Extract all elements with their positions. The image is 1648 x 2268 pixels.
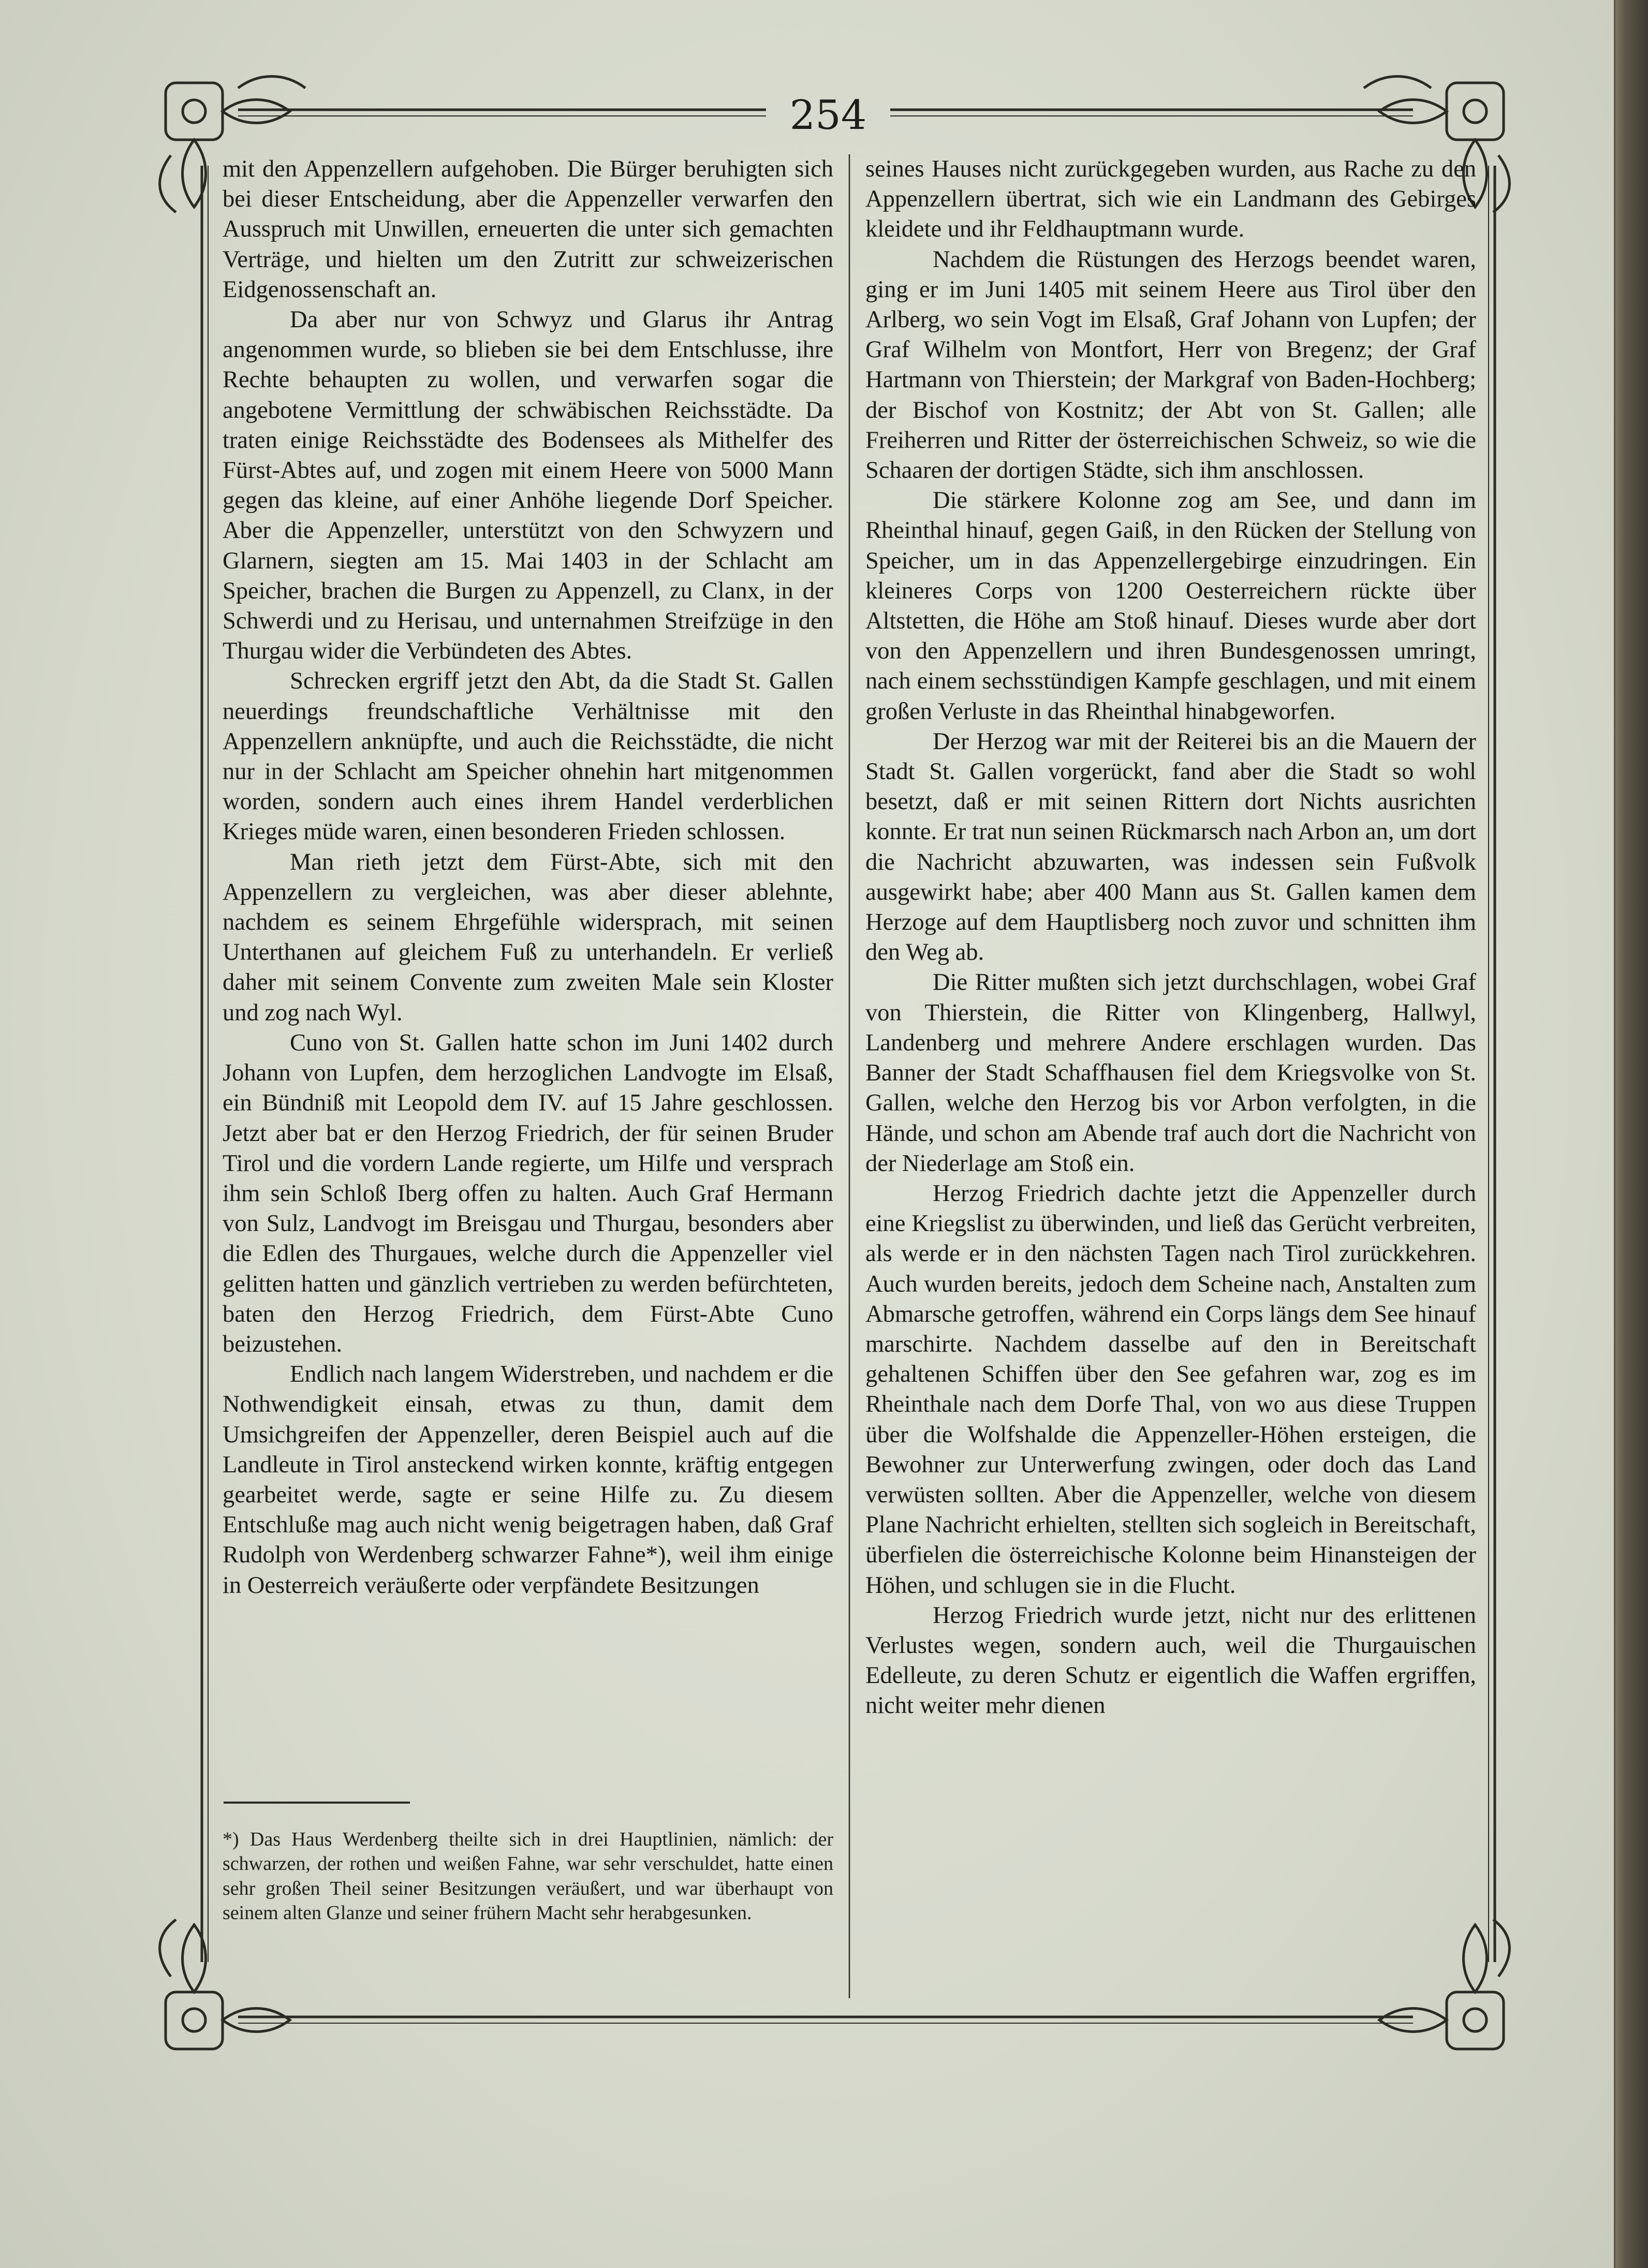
paragraph: mit den Appenzellern aufgehoben. Die Bürger beruhigten sich bei dieser Entscheidung, aber die Appenzeller verwarfen den Ausspruch mit Unwillen, erneuerten die unter sich gemachten Verträge, und hielten um den Zutritt zur schweizerischen Eidgenossenschaft an. xyxy=(223,156,833,303)
paragraph: Die stärkere Kolonne zog am See, und dann im Rheinthal hinauf, gegen Gaiß, in den Rücken der Stellung von Speicher, um in das Appenzellergebirge einzudringen. Ein kleineres Corps von 1200 Oesterreichern rückte über Altstetten, die Höhe am Stoß hinauf. Dieses wurde aber dort von den Appenzellern und ihren Bundesgenossen umringt, nach einem sechsstündigen Kampfe geschlagen, und mit einem großen Verluste in das Rheinthal hinabgeworfen. xyxy=(865,487,1476,725)
right-text-column xyxy=(865,154,1476,1721)
footnote xyxy=(223,1827,833,1925)
footnote-divider xyxy=(224,1802,410,1804)
corner-ornament-bottom-right xyxy=(1379,1920,1509,2049)
paragraph: seines Hauses nicht zurückgegeben wurden, aus Rache zu den Appenzellern übertrat, sich wie ein Landmann des Gebirges kleidete und ihr Feldhauptmann wurde. xyxy=(865,156,1476,243)
paragraph: Endlich nach langem Widerstreben, und nachdem er die Nothwendigkeit einsah, etwas zu thun, damit dem Umsichgreifen der Appenzeller, deren Beispiel auch auf die Landleute in Tirol ansteckend wirken konnte, kräftig entgegen gearbeitet werde, sagte er seine Hilfe zu. Zu diesem Entschluße mag auch nicht wenig beigetragen haben, daß Graf Rudolph von Werdenberg schwarzer Fahne*), weil ihm einige in Oesterreich veräußerte oder verpfändete Besitzungen xyxy=(223,1361,833,1599)
paragraph: Herzog Friedrich dachte jetzt die Appenzeller durch eine Kriegslist zu überwinden, und ließ das Gerücht verbreiten, als werde er in den nächsten Tagen nach Tirol zurückkehren. Auch wurden bereits, jedoch dem Scheine nach, Anstalten zum Abmarsche getroffen, während ein Corps längs dem See hinauf marschirte. Nachdem dasselbe auf den in Bereitschaft gehaltenen Schiffen über den See gefahren war, zog es im Rheinthale nach dem Dorfe Thal, von wo aus diese Truppen über die Wolfshalde die Appenzeller-Höhen ersteigen, die Bewohner zur Unterwerfung zwingen, oder doch das Land verwüsten sollten. Aber die Appenzeller, welche von diesem Plane Nachricht erhielten, stellten sich sogleich in Bereitschaft, überfielen die österreichische Kolonne beim Hinansteigen der Höhen, und schlugen sie in die Flucht. xyxy=(865,1180,1476,1599)
paragraph: Nachdem die Rüstungen des Herzogs beendet waren, ging er im Juni 1405 mit seinem Heere aus Tirol über den Arlberg, wo sein Vogt im Elsaß, Graf Johann von Lupfen; der Graf Wilhelm von Montfort, Herr von Bregenz; der Graf Hartmann von Thierstein; der Markgraf von Baden-Hochberg; der Bischof von Kostnitz; der Abt von St. Gallen; alle Freiherren und Ritter der österreichischen Schweiz, so wie die Schaaren der dortigen Städte, sich ihm anschlossen. xyxy=(865,246,1476,484)
book-spine-edge xyxy=(1610,0,1648,2268)
paragraph: Der Herzog war mit der Reiterei bis an die Mauern der Stadt St. Gallen vorgerückt, fand aber die Stadt so wohl besetzt, daß er mit seinen Rittern dort Nichts ausrichten konnte. Er trat nun seinen Rückmarsch nach Arbon an, um dort die Nachricht abzuwarten, was indessen sein Fußvolk ausgewirkt habe; aber 400 Mann aus St. Gallen kamen dem Herzoge auf dem Hauptlisberg noch zuvor und schnitten ihm den Weg ab. xyxy=(865,728,1476,966)
paragraph: Herzog Friedrich wurde jetzt, nicht nur des erlittenen Verlustes wegen, sondern auch, weil die Thurgauischen Edelleute, zu deren Schutz er eigentlich die Waffen ergriffen, nicht weiter mehr dienen xyxy=(865,1602,1476,1719)
paragraph: Cuno von St. Gallen hatte schon im Juni 1402 durch Johann von Lupfen, dem herzoglichen Landvogte im Elsaß, ein Bündniß mit Leopold dem IV. auf 15 Jahre geschlossen. Jetzt aber bat er den Herzog Friedrich, der für seinen Bruder Tirol und die vordern Lande regierte, um Hilfe und versprach ihm sein Schloß Iberg offen zu halten. Auch Graf Hermann von Sulz, Landvogt im Breisgau und Thurgau, besonders aber die Edlen des Thurgaues, welche durch die Appenzeller viel gelitten hatten und gänzlich vertrieben zu werden befürchteten, baten den Herzog Friedrich, dem Fürst-Abte Cuno beizustehen. xyxy=(223,1029,833,1357)
paragraph: Schrecken ergriff jetzt den Abt, da die Stadt St. Gallen neuerdings freundschaftliche Verhältnisse mit den Appenzellern anknüpfte, und auch die Reichsstädte, die nicht nur in der Schlacht am Speicher ohnehin hart mitgenommen worden, sondern auch eines ihrem Handel verderblichen Krieges müde waren, einen besonderen Frieden schlossen. xyxy=(223,668,833,845)
paragraph: Die Ritter mußten sich jetzt durchschlagen, wobei Graf von Thierstein, die Ritter von Klingenberg, Hallwyl, Landenberg und mehrere Andere erschlagen wurden. Das Banner der Stadt Schaffhausen fiel dem Kriegsvolke von St. Gallen, welche den Herzog bis vor Arbon verfolgten, in die Hände, und schon am Abende traf auch dort die Nachricht von der Niederlage am Stoß ein. xyxy=(865,969,1476,1177)
paragraph: Da aber nur von Schwyz und Glarus ihr Antrag angenommen wurde, so blieben sie bei dem Entschlusse, ihre Rechte behaupten zu wollen, und verwarfen sogar die angebotene Vermittlung der schwäbischen Reichsstädte. Da traten einige Reichsstädte des Bodensees als Mithelfer des Fürst-Abtes auf, und zogen mit einem Heere von 5000 Mann gegen das kleine, auf einer Anhöhe liegende Dorf Speicher. Aber die Appenzeller, unterstützt von den Schwyzern und Glarnern, siegten am 15. Mai 1403 in der Schlacht am Speicher, brachen die Burgen zu Appenzell, zu Clanx, in der Schwerdi und zu Herisau, und unternahmen Streifzüge in den Thurgau wider die Verbündeten des Abtes. xyxy=(223,306,833,665)
paragraph: Man rieth jetzt dem Fürst-Abte, sich mit den Appenzellern zu vergleichen, was aber dieser ablehnte, nachdem es seinem Ehrgefühle widersprach, mit seinen Unterthanen auf gleichem Fuß zu unterhandeln. Er verließ daher mit seinem Convente zum zweiten Male sein Kloster und zog nach Wyl. xyxy=(223,848,833,1026)
page-number: 254 xyxy=(789,92,867,139)
left-text-column xyxy=(223,154,833,1601)
footnote-text: *) Das Haus Werdenberg theilte sich in drei Hauptlinien, nämlich: der schwarzen, der rothen und weißen Fahne, war sehr verschuldet, hatte einen sehr großen Theil seiner Besitzungen veräußert, und war überhaupt von seinem alten Glanze und seiner frühern Macht sehr herabgesunken. xyxy=(223,1828,833,1924)
corner-ornament-bottom-left xyxy=(160,1920,290,2049)
